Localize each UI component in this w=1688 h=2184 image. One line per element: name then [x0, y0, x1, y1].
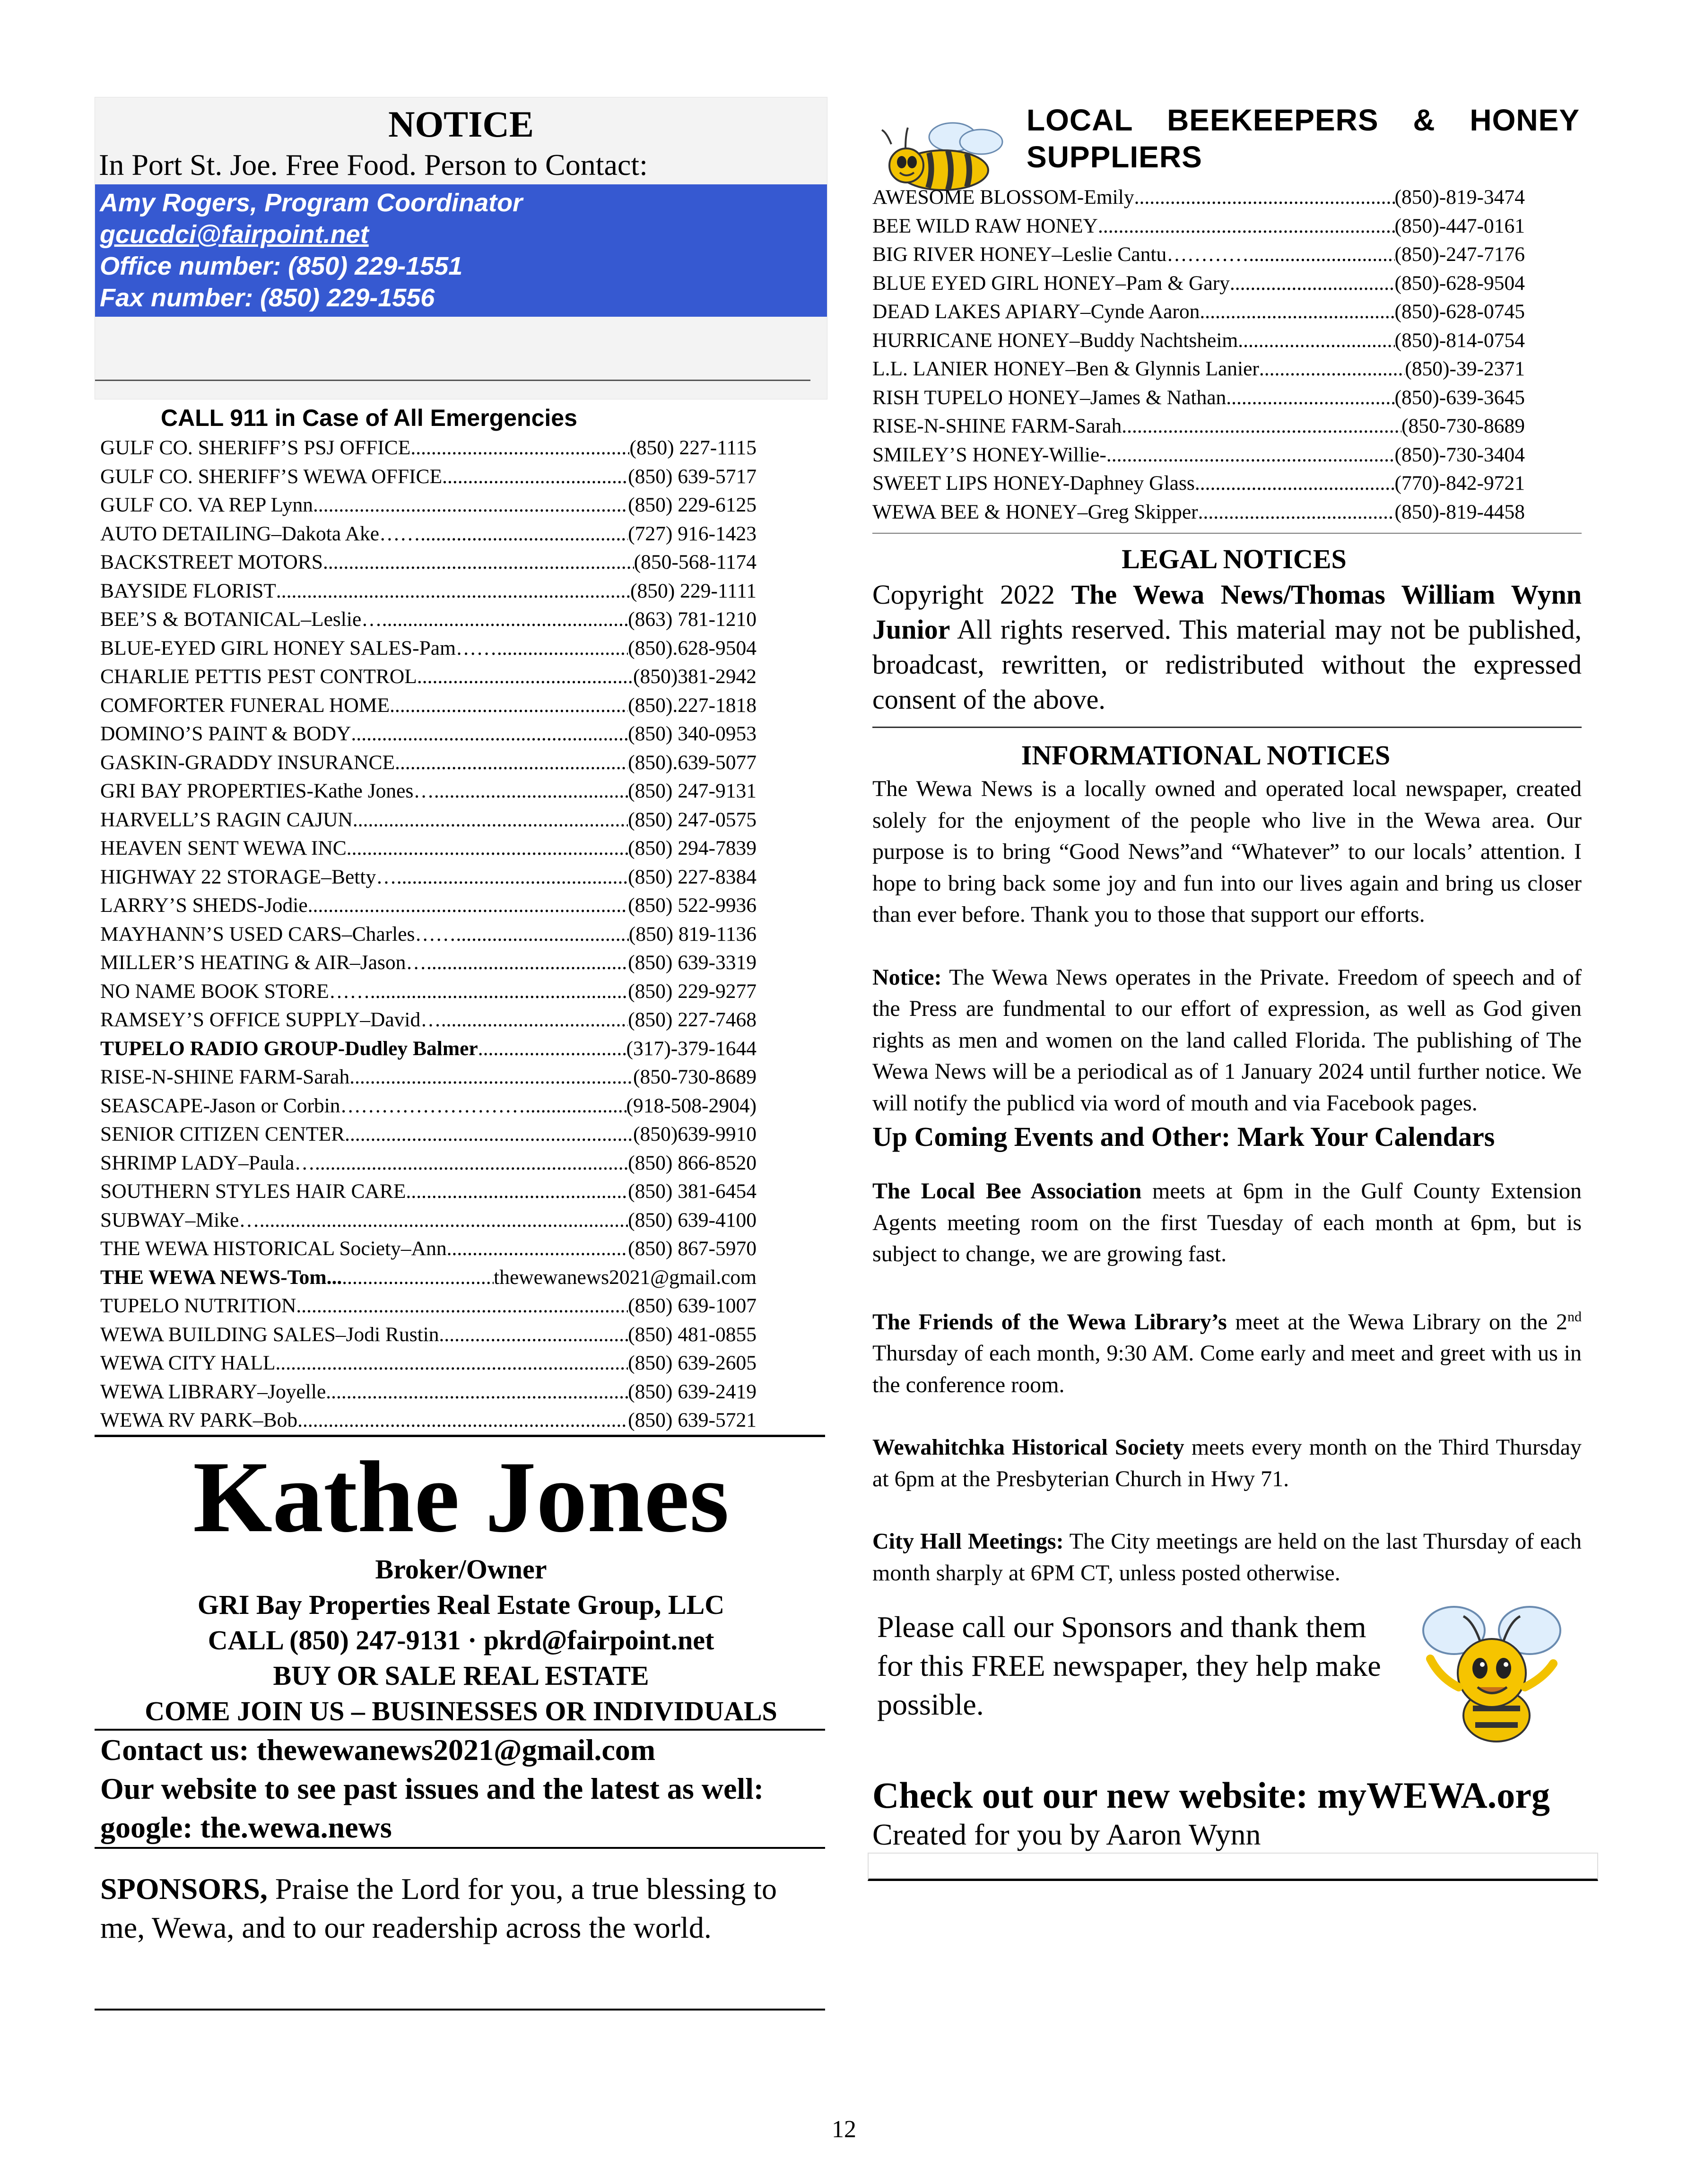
left-column [95, 97, 827, 2011]
directory-name: SOUTHERN STYLES HAIR CARE [100, 1180, 406, 1203]
directory-name: MAYHANN’S USED CARS–Charles…… [100, 922, 456, 945]
directory-entry [100, 1005, 757, 1034]
leader-dots [1198, 498, 1395, 527]
city-hall-event [872, 1526, 1582, 1589]
directory-name: HARVELL’S RAGIN CAJUN [100, 808, 353, 831]
bee-association-event [872, 1176, 1582, 1270]
directory-name: HIGHWAY 22 STORAGE–Betty… [100, 865, 397, 888]
directory-entry [100, 748, 757, 777]
honey-supplier-entry [872, 269, 1525, 298]
legal-owner: The Wewa News/Thomas William Wynn Junior [872, 579, 1582, 645]
footer-rule [868, 1853, 1598, 1881]
directory-entry [100, 1349, 757, 1378]
honey-supplier-phone: (850)-730-3404 [1394, 443, 1525, 466]
historical-label: Wewahitchka Historical Society [872, 1435, 1184, 1460]
directory-entry [100, 491, 757, 520]
directory-name: TUPELO NUTRITION [100, 1294, 296, 1317]
leader-dots [313, 491, 628, 520]
directory-entry [100, 577, 757, 606]
ad-buy: BUY OR SALE REAL ESTATE [273, 1660, 649, 1691]
honey-suppliers-list [872, 183, 1525, 526]
leader-dots [297, 1406, 628, 1435]
ad-join: COME JOIN US – BUSINESSES OR INDIVIDUALS [145, 1695, 777, 1726]
honey-supplier-phone: (850)-628-0745 [1394, 300, 1525, 323]
directory-entry [100, 1092, 757, 1120]
informational-title: INFORMATIONAL NOTICES [1021, 740, 1391, 771]
city-label: City Hall Meetings: [872, 1529, 1064, 1554]
directory-phone: (727) 916-1423 [628, 522, 757, 545]
bee-text: meets at 6pm in the Gulf County Extension Agents meeting room on the first Tuesday of each month at 6pm, but is subject to change, we are growing fast. [872, 1179, 1582, 1266]
sponsors-label: SPONSORS, [100, 1872, 268, 1906]
directory-name: BACKSTREET MOTORS [100, 551, 323, 573]
honey-supplier-name: WEWA BEE & HONEY–Greg Skipper [872, 500, 1198, 523]
directory-entry [100, 806, 757, 834]
directory-entry [100, 1406, 757, 1435]
historical-event [872, 1432, 1582, 1495]
fax-number: Fax number: (850) 229-1556 [100, 284, 435, 312]
directory-entry [100, 634, 757, 663]
sponsors-note [95, 1849, 827, 1947]
honey-supplier-phone: (850)-814-0754 [1394, 329, 1525, 352]
honey-supplier-name: L.L. LANIER HONEY–Ben & Glynnis Lanier [872, 357, 1259, 380]
directory-entry [100, 948, 757, 977]
directory-entry [100, 1263, 757, 1292]
leader-dots [525, 1092, 626, 1120]
directory-entry [100, 1120, 757, 1149]
directory-phone: (850) 247-0575 [628, 808, 757, 831]
directory-name: GULF CO. SHERIFF’S WEWA OFFICE [100, 465, 443, 488]
directory-name: WEWA LIBRARY–Joyelle [100, 1380, 326, 1403]
honey-supplier-entry [872, 240, 1525, 269]
leader-dots [351, 719, 628, 748]
directory-entry [100, 1234, 757, 1263]
directory-phone: (850) 227-7468 [628, 1008, 757, 1031]
directory-divider [95, 1435, 825, 1437]
directory-entry [100, 834, 757, 863]
directory-phone: (850) 866-8520 [628, 1151, 757, 1174]
honey-supplier-phone: (850)-39-2371 [1405, 357, 1525, 380]
honey-supplier-phone: (850)-819-4458 [1394, 500, 1525, 523]
leader-dots [397, 863, 628, 892]
directory-phone: thewewanews2021@gmail.com [494, 1265, 757, 1289]
leader-dots [1254, 240, 1394, 269]
directory-name: GULF CO. VA REP Lynn [100, 494, 313, 516]
leader-dots [260, 1206, 628, 1235]
leader-dots [434, 777, 628, 806]
leader-dots [308, 891, 628, 920]
directory-phone: (850) 229-6125 [628, 494, 757, 516]
directory-entry [100, 863, 757, 892]
directory-phone: (850) 227-1115 [629, 436, 757, 459]
leader-dots [1195, 469, 1395, 498]
honey-supplier-name: RISH TUPELO HONEY–James & Nathan [872, 386, 1227, 409]
honey-supplier-name: BLUE EYED GIRL HONEY–Pam & Gary [872, 271, 1230, 295]
directory-entry [100, 1063, 757, 1092]
contact-website-line: Our website to see past issues and the latest as well: [100, 1771, 764, 1805]
office-number: Office number: (850) 229-1551 [100, 252, 463, 280]
website-credit: Created for you by Aaron Wynn [872, 1818, 1261, 1851]
directory-entry [100, 691, 757, 720]
honey-supplier-phone: (850)-819-3474 [1394, 186, 1525, 208]
directory-name: COMFORTER FUNERAL HOME [100, 693, 390, 717]
leader-dots [345, 1120, 633, 1149]
directory-name: GULF CO. SHERIFF’S PSJ OFFICE [100, 436, 411, 459]
honey-supplier-entry [872, 412, 1525, 441]
directory-name: CHARLIE PETTIS PEST CONTROL [100, 665, 417, 688]
honey-supplier-phone: (850)-447-0161 [1394, 214, 1525, 237]
directory-phone: (850)639-9910 [633, 1123, 757, 1145]
directory-entry [100, 891, 757, 920]
directory-name: WEWA BUILDING SALES–Jodi Rustin [100, 1323, 439, 1346]
leader-dots [1238, 326, 1394, 355]
contact-band [95, 184, 827, 317]
honey-supplier-entry [872, 383, 1525, 412]
leader-dots [349, 1063, 633, 1092]
directory-entry [100, 520, 757, 548]
directory-name: WEWA RV PARK–Bob [100, 1409, 298, 1431]
leader-dots [390, 691, 628, 720]
leader-dots [497, 634, 628, 663]
beekeepers-divider [872, 533, 1582, 534]
leader-dots [478, 1034, 626, 1063]
business-directory [95, 433, 757, 1435]
directory-phone: (850) 867-5970 [628, 1237, 757, 1260]
leader-dots [315, 1149, 628, 1178]
notice-text: The Wewa News operates in the Private. Freedom of speech and of the Press are fundmental to our effort of expression, as well as God given rights as men and women on the land called Florida. The publishing of The Wewa News will be a periodical as of 1 January 2024 until further notice. We will notify the publicd via word of mouth and via Facebook pages. [872, 964, 1582, 1116]
leader-dots [1106, 441, 1395, 469]
directory-name: NO NAME BOOK STORE…… [100, 979, 370, 1003]
call-sponsors-text: Please call our Sponsors and thank them for this FREE newspaper, they help make possible. [877, 1610, 1381, 1721]
honey-supplier-entry [872, 297, 1525, 326]
honey-supplier-entry [872, 355, 1525, 383]
directory-entry [100, 433, 757, 462]
honey-supplier-name: HURRICANE HONEY–Buddy Nachtsheim [872, 329, 1238, 352]
directory-entry [100, 719, 757, 748]
library-post: Thursday of each month, 9:30 AM. Come early and meet and greet with us in the conference room. [872, 1341, 1582, 1397]
bee-mascot-icon [1402, 1597, 1582, 1753]
contact-google-line: google: the.wewa.news [100, 1810, 392, 1844]
directory-entry [100, 1378, 757, 1406]
directory-name: SUBWAY–Mike… [100, 1208, 260, 1231]
leader-dots [353, 806, 628, 834]
leader-dots [342, 1263, 494, 1292]
ad-call: CALL (850) 247-9131 · pkrd@fairpoint.net [208, 1624, 714, 1655]
ad-role: Broker/Owner [375, 1553, 547, 1585]
bee-label: The Local Bee Association [872, 1179, 1142, 1204]
directory-name: MILLER’S HEATING & AIR–Jason… [100, 951, 426, 974]
directory-name: SENIOR CITIZEN CENTER [100, 1123, 345, 1145]
legal-title: LEGAL NOTICES [1122, 544, 1347, 574]
emergency-heading: CALL 911 in Case of All Emergencies [161, 405, 577, 431]
honey-supplier-entry [872, 183, 1525, 212]
honey-supplier-entry [872, 326, 1525, 355]
directory-entry [100, 977, 757, 1006]
leader-dots [426, 948, 628, 977]
leader-dots [382, 605, 628, 634]
honey-supplier-name: BEE WILD RAW HONEY [872, 214, 1098, 237]
legal-pre: Copyright 2022 [872, 579, 1071, 610]
call-sponsors-row [872, 1608, 1596, 1753]
library-event [872, 1301, 1582, 1401]
leader-dots [1134, 183, 1395, 212]
directory-phone: (317)-379-1644 [626, 1037, 757, 1060]
honey-supplier-phone: (850-730-8689 [1401, 415, 1525, 437]
historical-text: meets every month on the Third Thursday at 6pm at the Presbyterian Church in Hwy 71. [872, 1435, 1582, 1491]
honey-supplier-name: DEAD LAKES APIARY–Cynde Aaron [872, 300, 1200, 323]
directory-name: BAYSIDE FLORIST [100, 579, 276, 602]
directory-entry [100, 1034, 757, 1063]
leader-dots [417, 662, 633, 691]
directory-phone: (850) 819-1136 [628, 922, 757, 945]
events-heading: Up Coming Events and Other: Mark Your Calendars [872, 1121, 1495, 1152]
directory-name: LARRY’S SHEDS-Jodie [100, 894, 308, 917]
leader-dots [347, 834, 628, 863]
directory-phone: (850-730-8689 [633, 1066, 757, 1088]
leader-dots [1259, 355, 1405, 383]
directory-name: THE WEWA HISTORICAL Society–Ann [100, 1237, 447, 1260]
directory-phone: (850)381-2942 [633, 665, 757, 688]
directory-entry [100, 548, 757, 577]
leader-dots [439, 1320, 628, 1349]
directory-entry [100, 1206, 757, 1235]
honey-supplier-name: SMILEY’S HONEY-Willie- [872, 443, 1106, 466]
library-pre: meet at the Wewa Library on the 2 [1227, 1309, 1568, 1335]
notice-divider [95, 380, 810, 381]
honey-supplier-phone: (850)-628-9504 [1394, 271, 1525, 295]
notice-title: NOTICE [388, 104, 534, 145]
directory-phone: (850).227-1818 [628, 693, 757, 717]
directory-phone: (918-508-2904) [626, 1094, 757, 1117]
directory-name: GRI BAY PROPERTIES-Kathe Jones… [100, 780, 434, 802]
directory-phone: (850) 639-5721 [628, 1409, 757, 1431]
leader-dots [447, 1234, 628, 1263]
directory-phone: (850) 481-0855 [628, 1323, 757, 1346]
leader-dots [370, 977, 628, 1006]
honey-supplier-name: AWESOME BLOSSOM-Emily [872, 186, 1134, 208]
directory-phone: (850) 639-1007 [628, 1294, 757, 1317]
directory-phone: (850) 639-4100 [628, 1208, 757, 1231]
directory-name: GASKIN-GRADDY INSURANCE [100, 751, 395, 774]
notice-subtitle: In Port St. Joe. Free Food. Person to Contact: [99, 148, 648, 182]
directory-phone: (850) 639-2605 [628, 1352, 757, 1374]
honey-supplier-phone: (850)-639-3645 [1394, 386, 1525, 409]
leader-dots [1230, 269, 1395, 298]
leader-dots [456, 920, 628, 949]
directory-entry [100, 605, 757, 634]
honey-supplier-name: BIG RIVER HONEY–Leslie Cantu…………. [872, 243, 1254, 266]
honey-supplier-entry [872, 441, 1525, 469]
right-column [872, 102, 1596, 1881]
ad-name: Kathe Jones [193, 1440, 729, 1553]
directory-phone: (850).639-5077 [628, 751, 757, 774]
legal-post: All rights reserved. This material may not be published, broadcast, rewritten, or redistributed without the expressed consent of the above. [872, 614, 1582, 715]
directory-phone: (863) 781-1210 [628, 608, 757, 631]
notice-label: Notice: [872, 964, 942, 990]
library-label: The Friends of the Wewa Library’s [872, 1309, 1227, 1335]
library-sup: nd [1567, 1309, 1582, 1325]
directory-name: THE WEWA NEWS-Tom... [100, 1265, 342, 1289]
leader-dots [406, 1177, 628, 1206]
directory-name: WEWA CITY HALL [100, 1352, 276, 1374]
city-text: The City meetings are held on the last Thursday of each month sharply at 6PM CT, unless posted otherwise. [872, 1529, 1582, 1586]
directory-entry [100, 1149, 757, 1178]
directory-name: TUPELO RADIO GROUP-Dudley Balmer [100, 1037, 478, 1060]
directory-phone: (850) 229-9277 [628, 979, 757, 1003]
honey-supplier-phone: (770)-842-9721 [1394, 472, 1525, 494]
sponsors-text: Praise the Lord for you, a true blessing to me, Wewa, and to our readership across the world. [100, 1872, 777, 1944]
leader-dots [275, 1349, 628, 1378]
leader-dots [323, 548, 634, 577]
page-number: 12 [832, 2116, 856, 2143]
directory-phone: (850).628-9504 [628, 636, 757, 659]
leader-dots [1098, 212, 1395, 241]
contact-us-block [95, 1731, 827, 1847]
directory-entry [100, 1177, 757, 1206]
directory-phone: (850) 247-9131 [628, 780, 757, 802]
directory-phone: (850) 639-3319 [628, 951, 757, 974]
directory-entry [100, 1291, 757, 1320]
informational-notices [872, 773, 1582, 1589]
directory-phone: (850) 381-6454 [628, 1180, 757, 1203]
honey-supplier-name: SWEET LIPS HONEY-Daphney Glass [872, 472, 1195, 494]
directory-phone: (850) 340-0953 [628, 722, 757, 745]
directory-name: SHRIMP LADY–Paula… [100, 1151, 315, 1174]
directory-name: AUTO DETAILING–Dakota Ake…… [100, 522, 421, 545]
directory-name: HEAVEN SENT WEWA INC [100, 837, 347, 859]
website-headline: Check out our new website: myWEWA.org [872, 1775, 1550, 1816]
notice-paragraph [872, 962, 1582, 1119]
directory-phone: (850) 639-2419 [628, 1380, 757, 1403]
leader-dots [1122, 412, 1401, 441]
directory-entry [100, 462, 757, 491]
directory-entry [100, 1320, 757, 1349]
leader-dots [276, 577, 630, 606]
directory-entry [100, 920, 757, 949]
leader-dots [1226, 383, 1394, 412]
contact-name: Amy Rogers, Program Coordinator [100, 189, 523, 217]
leader-dots [441, 1005, 628, 1034]
honey-supplier-entry [872, 212, 1525, 241]
free-food-notice [95, 97, 827, 399]
leader-dots [326, 1378, 628, 1406]
ad-company: GRI Bay Properties Real Estate Group, LLC [197, 1589, 725, 1620]
directory-phone: (850) 294-7839 [628, 837, 757, 859]
directory-phone: (850) 639-5717 [628, 465, 757, 488]
honey-supplier-entry [872, 498, 1525, 527]
directory-name: BEE’S & BOTANICAL–Leslie… [100, 608, 382, 631]
sponsors-divider [95, 2009, 825, 2011]
directory-name: DOMINO’S PAINT & BODY [100, 722, 351, 745]
directory-name: SEASCAPE-Jason or Corbin……………………… [100, 1094, 526, 1117]
leader-dots [296, 1291, 628, 1320]
directory-phone: (850-568-1174 [634, 551, 757, 573]
leader-dots [420, 520, 628, 548]
honey-supplier-name: RISE-N-SHINE FARM-Sarah [872, 415, 1122, 437]
contact-email-link[interactable]: gcucdci@fairpoint.net [100, 220, 369, 249]
legal-text [872, 577, 1582, 717]
legal-divider [872, 727, 1582, 728]
directory-phone: (850) 229-1111 [630, 579, 757, 602]
kathe-jones-ad [95, 1440, 827, 1729]
leader-dots [410, 433, 629, 462]
directory-name: RAMSEY’S OFFICE SUPPLY–David… [100, 1008, 441, 1031]
beekeepers-title: LOCAL BEEKEEPERS & HONEY SUPPLIERS [1027, 103, 1580, 174]
directory-entry [100, 777, 757, 806]
contact-email-line: Contact us: thewewanews2021@gmail.com [100, 1733, 656, 1767]
directory-phone: (850) 227-8384 [628, 865, 757, 888]
intro-text: The Wewa News is a locally owned and operated local newspaper, created solely for the enjoyment of the people who live in the Wewa area. Our purpose is to bring “Good News”and “Whatever” to our locals’ attention. I hope to bring back some joy and fun into our lives again and bring us closer than ever before. Thank you to those that support our efforts. [872, 776, 1582, 927]
directory-entry [100, 662, 757, 691]
leader-dots [1200, 297, 1394, 326]
honey-supplier-entry [872, 469, 1525, 498]
leader-dots [395, 748, 628, 777]
directory-name: RISE-N-SHINE FARM-Sarah [100, 1066, 350, 1088]
directory-name: BLUE-EYED GIRL HONEY SALES-Pam…… [100, 636, 497, 659]
honey-supplier-phone: (850)-247-7176 [1394, 243, 1525, 266]
directory-phone: (850) 522-9936 [628, 894, 757, 917]
leader-dots [442, 462, 628, 491]
